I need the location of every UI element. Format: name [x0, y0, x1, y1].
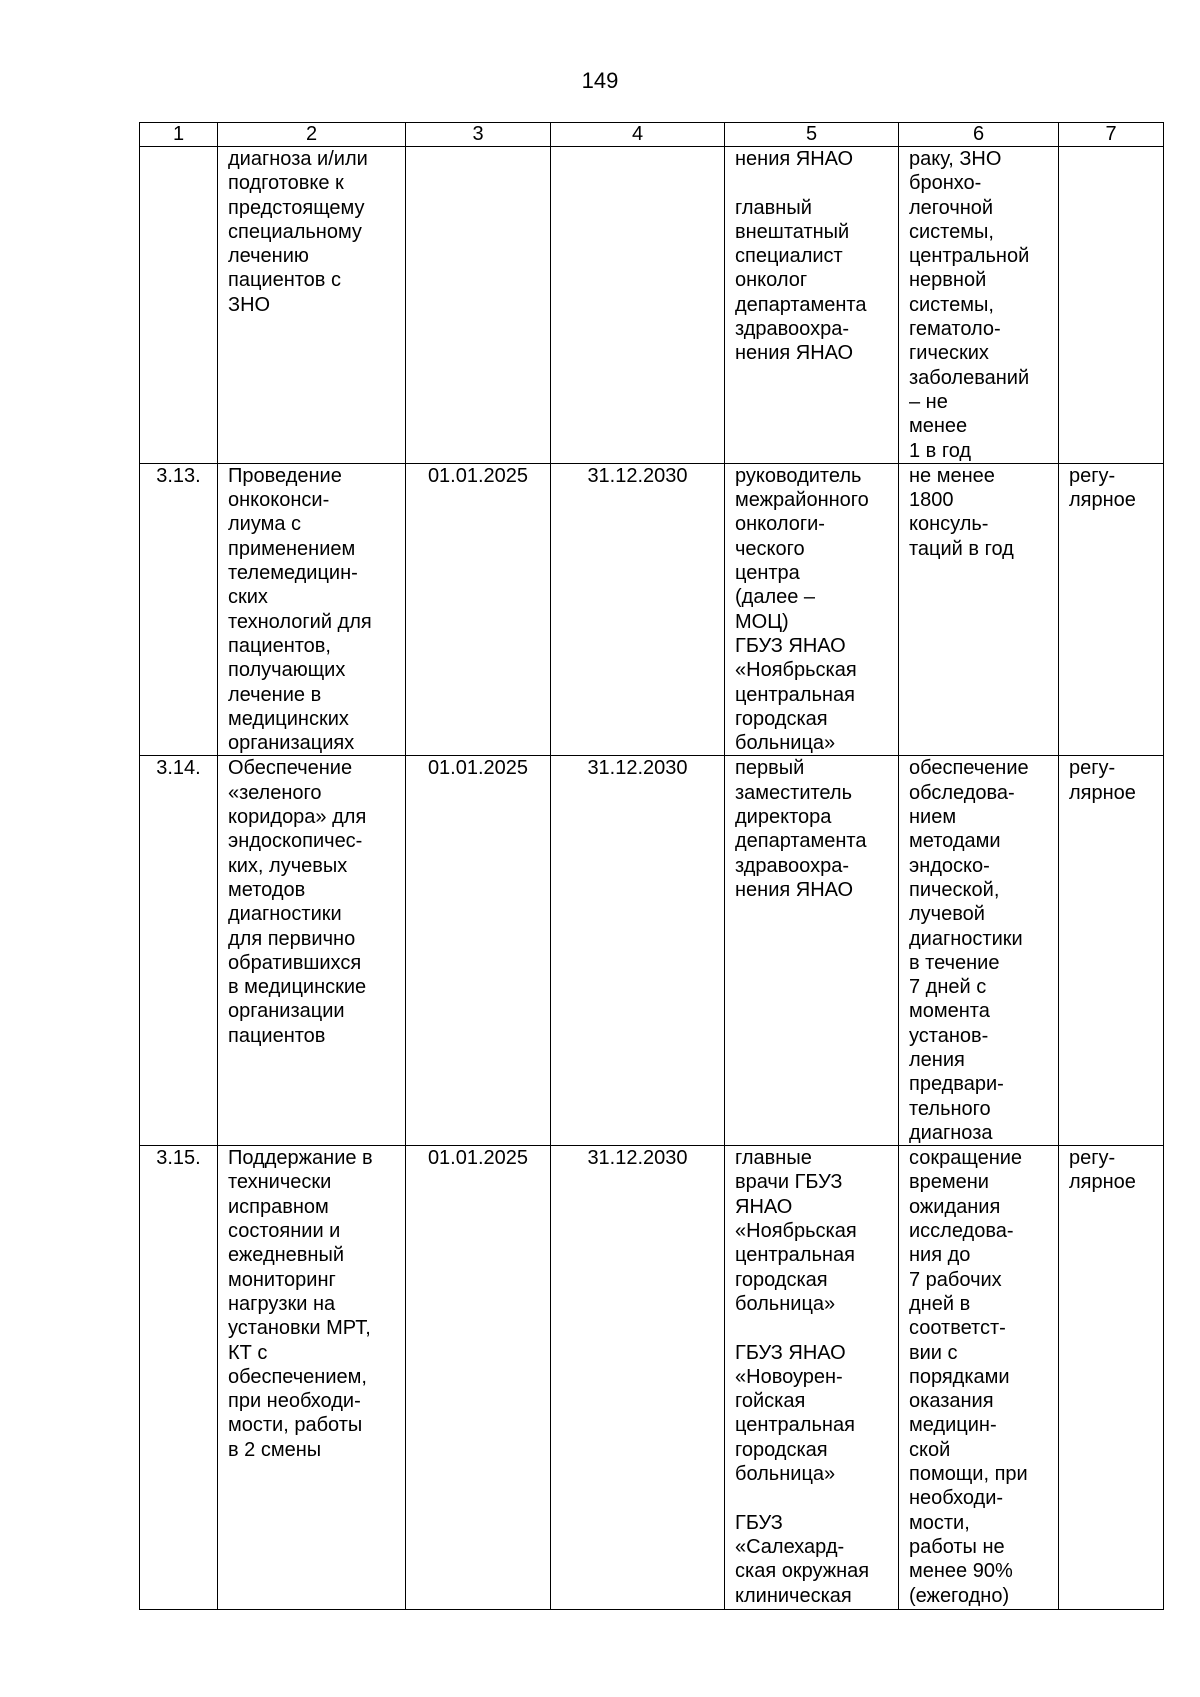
measure-type: регу- лярное: [1059, 1146, 1164, 1610]
column-header: 6: [899, 123, 1059, 147]
table-row: [140, 463, 1164, 756]
start-date: 01.01.2025: [406, 463, 551, 756]
result: не менее 1800 консуль- таций в год: [899, 463, 1059, 756]
result: обеспечение обследова- нием методами эндоско- пической, лучевой диагностики в течение 7 дней с момента установ- ления предвари- тельного диагноза: [899, 756, 1059, 1146]
measure-name: Обеспечение «зеленого коридора» для эндоскопичес- ких, лучевых методов диагностики для первично обратившихся в медицинские организации пациентов: [218, 756, 406, 1146]
item-number: 3.13.: [140, 463, 218, 756]
result: раку, ЗНО бронхо- легочной системы, центральной нервной системы, гематоло- гических заболеваний – не менее 1 в год: [899, 147, 1059, 464]
item-number: 3.15.: [140, 1146, 218, 1610]
column-header: 2: [218, 123, 406, 147]
item-number: 3.14.: [140, 756, 218, 1146]
responsible: нения ЯНАО главный внештатный специалист онколог департамента здравоохра- нения ЯНАО: [725, 147, 899, 464]
item-number: [140, 147, 218, 464]
start-date: 01.01.2025: [406, 1146, 551, 1610]
plan-table: [139, 122, 1164, 1610]
column-header: 5: [725, 123, 899, 147]
responsible: первый заместитель директора департамента здравоохра- нения ЯНАО: [725, 756, 899, 1146]
end-date: [551, 147, 725, 464]
table-header-row: [140, 123, 1164, 147]
end-date: 31.12.2030: [551, 463, 725, 756]
result: сокращение времени ожидания исследова- ния до 7 рабочих дней в соответст- вии с порядками оказания медицин- ской помощи, при необходи- мости, работы не менее 90% (ежегодно): [899, 1146, 1059, 1610]
responsible: главные врачи ГБУЗ ЯНАО «Ноябрьская центральная городская больница» ГБУЗ ЯНАО «Новоурен- гойская центральная городская больница» ГБУЗ «Салехард- ская окружная клиническая: [725, 1146, 899, 1610]
measure-name: Проведение онкоконси- лиума с применением телемедицин- ских технологий для пациентов, получающих лечение в медицинских организациях: [218, 463, 406, 756]
column-header: 7: [1059, 123, 1164, 147]
measure-name: диагноза и/или подготовке к предстоящему специальному лечению пациентов с ЗНО: [218, 147, 406, 464]
column-header: 4: [551, 123, 725, 147]
measure-type: регу- лярное: [1059, 463, 1164, 756]
measure-type: [1059, 147, 1164, 464]
column-header: 3: [406, 123, 551, 147]
start-date: [406, 147, 551, 464]
page-number: 149: [581, 68, 619, 93]
measure-name: Поддержание в технически исправном состоянии и ежедневный мониторинг нагрузки на установки МРТ, КТ с обеспечением, при необходи- мости, работы в 2 смены: [218, 1146, 406, 1610]
responsible: руководитель межрайонного онкологи- ческого центра (далее – МОЦ) ГБУЗ ЯНАО «Ноябрьская центральная городская больница»: [725, 463, 899, 756]
table-row: [140, 756, 1164, 1146]
end-date: 31.12.2030: [551, 756, 725, 1146]
start-date: 01.01.2025: [406, 756, 551, 1146]
measure-type: регу- лярное: [1059, 756, 1164, 1146]
table-row: [140, 1146, 1164, 1610]
column-header: 1: [140, 123, 218, 147]
table-row: [140, 147, 1164, 464]
end-date: 31.12.2030: [551, 1146, 725, 1610]
